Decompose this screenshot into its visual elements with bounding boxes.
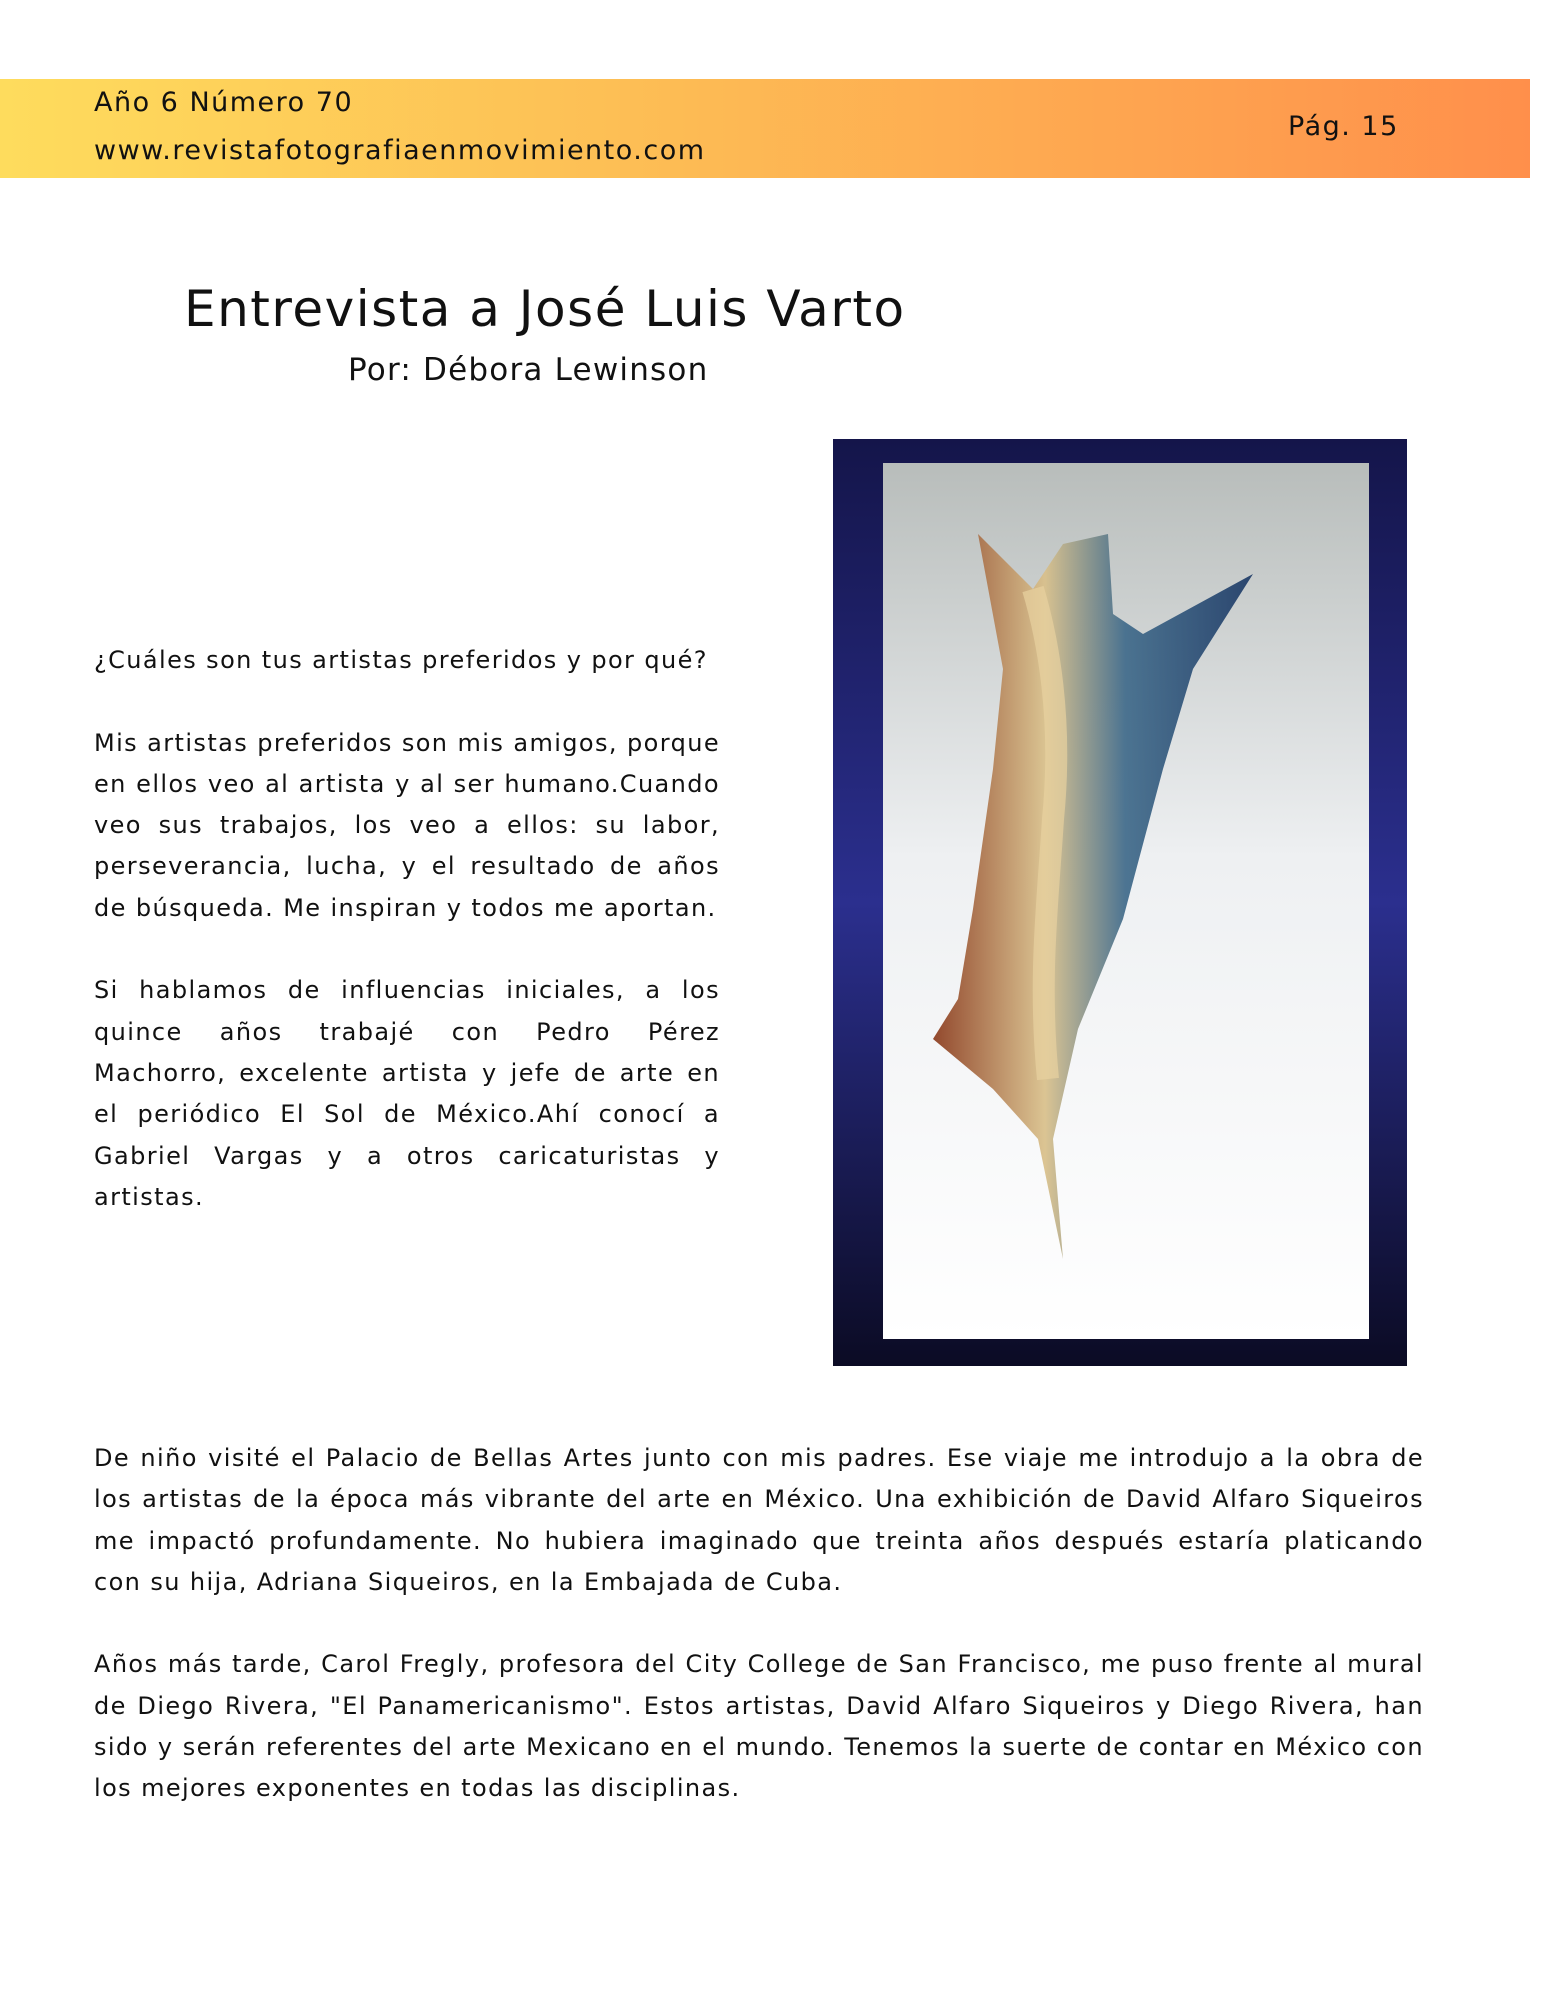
article-title: Entrevista a José Luis Varto [184, 280, 906, 338]
question-paragraph: ¿Cuáles son tus artistas preferidos y por qué? [94, 646, 708, 674]
issue-number: Año 6 Número 70 [94, 87, 354, 118]
page-number: Pág. 15 [1288, 111, 1399, 142]
answer-paragraph: Si hablamos de influencias iniciales, a los quince años trabajé con Pedro Pérez Machorro, excelente artista y jefe de arte en el periódico El Sol de México.Ahí conocí a Gabriel Vargas y a otros caricaturistas y artistas. [94, 976, 720, 1211]
artwork-image [833, 439, 1407, 1366]
full-width-text [94, 1438, 1424, 1851]
article-byline: Por: Débora Lewinson [348, 352, 709, 388]
left-column-text [94, 640, 720, 1259]
header-band [0, 79, 1530, 178]
body-paragraph: Años más tarde, Carol Fregly, profesora del City College de San Francisco, me puso frente al mural de Diego Rivera, "El Panamericanismo". Estos artistas, David Alfaro Siqueiros y Diego Rivera, han sido y serán referentes del arte Mexicano en el mundo. Tenemos la suerte de contar en México con los mejores exponentes en todas las disciplinas. [94, 1650, 1424, 1803]
website-url: www.revistafotografiaenmovimiento.com [94, 135, 706, 166]
body-paragraph: De niño visité el Palacio de Bellas Artes junto con mis padres. Ese viaje me introdujo a la obra de los artistas de la época más vibrante del arte en México. Una exhibición de David Alfaro Siqueiros me impactó profundamente. No hubiera imaginado que treinta años después estaría platicando con su hija, Adriana Siqueiros, en la Embajada de Cuba. [94, 1444, 1424, 1596]
answer-paragraph: Mis artistas preferidos son mis amigos, porque en ellos veo al artista y al ser humano.Cuando veo sus trabajos, los veo a ellos: su labor, perseverancia, lucha, y el resultado de años de búsqueda. Me inspiran y todos me aportan. [94, 728, 720, 922]
